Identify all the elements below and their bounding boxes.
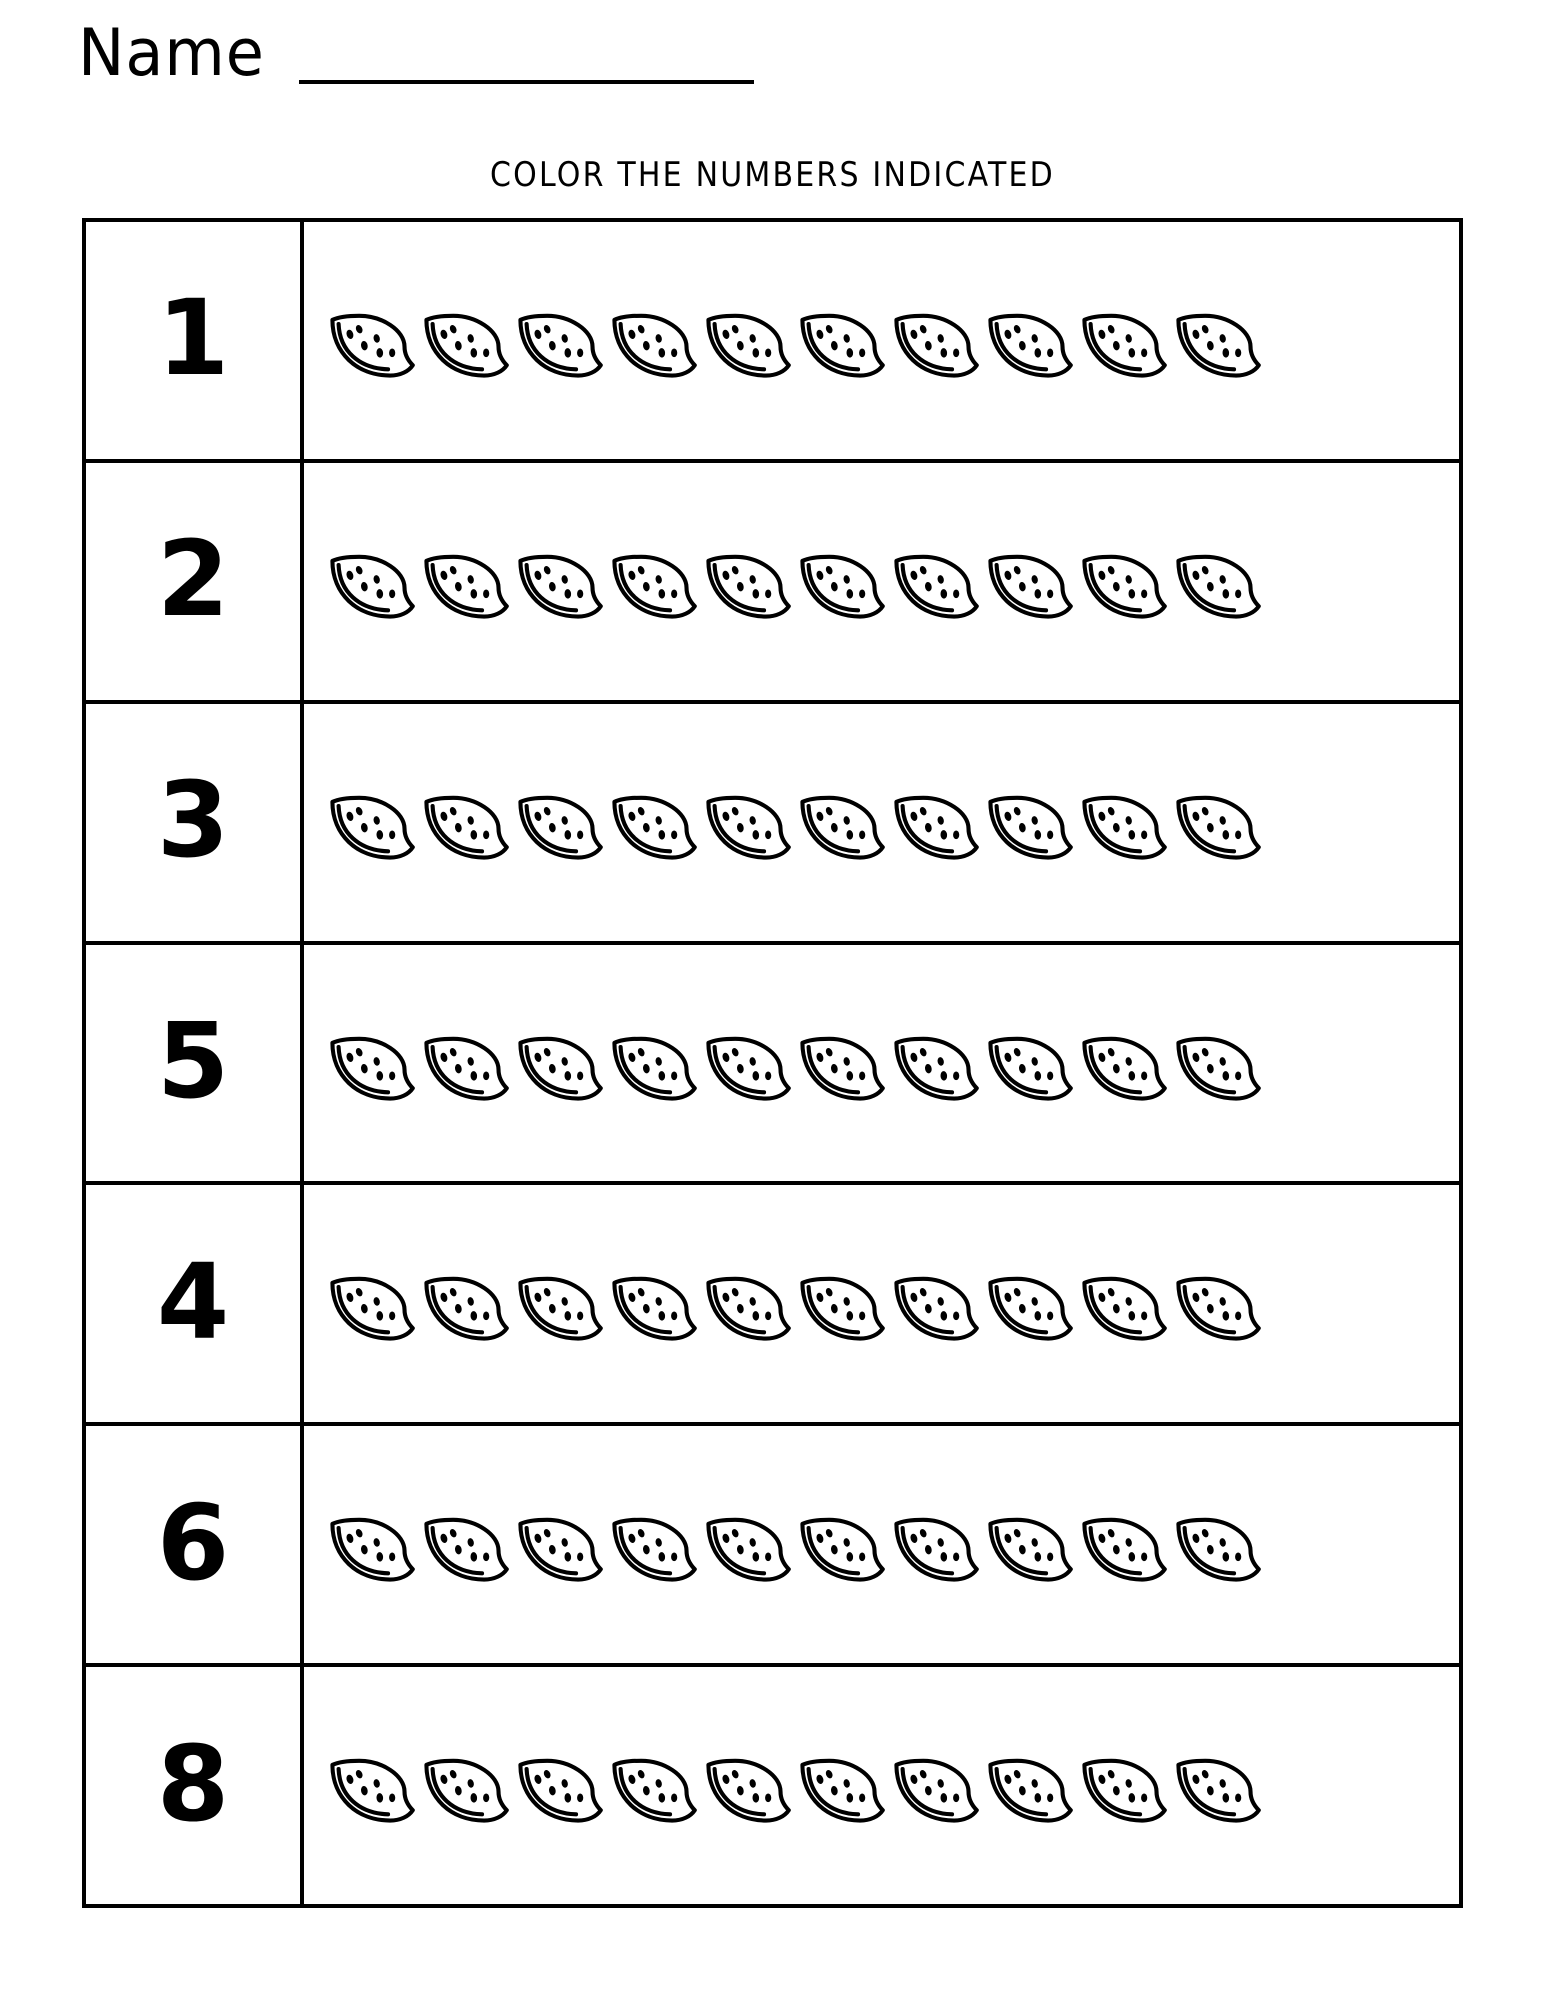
watermelon-slice-icon[interactable] xyxy=(1164,289,1267,392)
instruction-text: COLOR THE NUMBERS INDICATED xyxy=(490,155,1055,196)
watermelon-slice-icon[interactable] xyxy=(882,1734,985,1837)
watermelon-slice-icon[interactable] xyxy=(506,1493,609,1596)
watermelon-slice-icon[interactable] xyxy=(882,530,985,633)
row-number: 2 xyxy=(156,518,230,641)
watermelon-slice-icon[interactable] xyxy=(318,289,421,392)
row-number: 5 xyxy=(156,1000,230,1122)
watermelon-slice-icon[interactable] xyxy=(600,771,703,874)
watermelon-slice-icon[interactable] xyxy=(600,289,703,392)
watermelon-slice-icon[interactable] xyxy=(506,1734,609,1837)
number-cell xyxy=(86,222,304,459)
number-cell xyxy=(86,1426,304,1663)
watermelon-slice-icon[interactable] xyxy=(600,1734,703,1837)
watermelon-slice-icon[interactable] xyxy=(1070,1012,1173,1115)
number-cell xyxy=(86,1667,304,1904)
watermelon-slice-icon[interactable] xyxy=(1164,1012,1267,1115)
watermelon-slice-icon[interactable] xyxy=(1070,289,1173,392)
table-row xyxy=(86,1667,1459,1904)
watermelon-slice-icon[interactable] xyxy=(506,771,609,874)
watermelon-slice-icon[interactable] xyxy=(1164,771,1267,874)
watermelon-slice-icon[interactable] xyxy=(788,530,891,633)
watermelon-slice-icon[interactable] xyxy=(788,1012,891,1115)
watermelon-slice-icon[interactable] xyxy=(506,1012,609,1115)
icon-cell xyxy=(304,222,1459,459)
watermelon-slice-icon[interactable] xyxy=(882,1252,985,1355)
row-number: 8 xyxy=(156,1722,230,1845)
icon-cell xyxy=(304,1185,1459,1422)
number-cell xyxy=(86,463,304,700)
row-number: 3 xyxy=(156,759,230,882)
row-number: 4 xyxy=(156,1240,230,1363)
watermelon-slice-icon[interactable] xyxy=(1070,1493,1173,1596)
watermelon-slice-icon[interactable] xyxy=(412,771,515,874)
watermelon-slice-icon[interactable] xyxy=(600,1012,703,1115)
watermelon-slice-icon[interactable] xyxy=(318,1252,421,1355)
watermelon-slice-icon[interactable] xyxy=(694,771,797,874)
watermelon-slice-icon[interactable] xyxy=(694,530,797,633)
watermelon-slice-icon[interactable] xyxy=(976,289,1079,392)
watermelon-slice-icon[interactable] xyxy=(412,1252,515,1355)
watermelon-slice-icon[interactable] xyxy=(882,1012,985,1115)
watermelon-slice-icon[interactable] xyxy=(600,530,703,633)
watermelon-slice-icon[interactable] xyxy=(318,1493,421,1596)
watermelon-slice-icon[interactable] xyxy=(318,1734,421,1837)
watermelon-slice-icon[interactable] xyxy=(694,289,797,392)
number-cell xyxy=(86,1185,304,1422)
row-number: 6 xyxy=(156,1481,230,1604)
name-label: Name xyxy=(78,14,265,91)
watermelon-slice-icon[interactable] xyxy=(788,289,891,392)
watermelon-slice-icon[interactable] xyxy=(1164,1252,1267,1355)
name-field-row xyxy=(78,14,754,91)
worksheet-table xyxy=(82,218,1463,1908)
watermelon-slice-icon[interactable] xyxy=(412,289,515,392)
watermelon-slice-icon[interactable] xyxy=(694,1012,797,1115)
watermelon-slice-icon[interactable] xyxy=(1070,1252,1173,1355)
watermelon-slice-icon[interactable] xyxy=(1070,530,1173,633)
watermelon-slice-icon[interactable] xyxy=(412,1734,515,1837)
watermelon-slice-icon[interactable] xyxy=(412,530,515,633)
watermelon-slice-icon[interactable] xyxy=(1070,771,1173,874)
watermelon-slice-icon[interactable] xyxy=(882,1493,985,1596)
watermelon-slice-icon[interactable] xyxy=(882,771,985,874)
watermelon-slice-icon[interactable] xyxy=(976,530,1079,633)
watermelon-slice-icon[interactable] xyxy=(788,771,891,874)
watermelon-slice-icon[interactable] xyxy=(976,771,1079,874)
watermelon-slice-icon[interactable] xyxy=(506,289,609,392)
icon-cell xyxy=(304,1667,1459,1904)
watermelon-slice-icon[interactable] xyxy=(976,1493,1079,1596)
watermelon-slice-icon[interactable] xyxy=(976,1012,1079,1115)
watermelon-slice-icon[interactable] xyxy=(318,771,421,874)
watermelon-slice-icon[interactable] xyxy=(976,1252,1079,1355)
watermelon-slice-icon[interactable] xyxy=(1164,1493,1267,1596)
watermelon-slice-icon[interactable] xyxy=(788,1493,891,1596)
watermelon-slice-icon[interactable] xyxy=(506,530,609,633)
watermelon-slice-icon[interactable] xyxy=(1164,1734,1267,1837)
table-row xyxy=(86,945,1459,1186)
watermelon-slice-icon[interactable] xyxy=(318,530,421,633)
icon-cell xyxy=(304,945,1459,1182)
number-cell xyxy=(86,945,304,1182)
watermelon-slice-icon[interactable] xyxy=(1070,1734,1173,1837)
watermelon-slice-icon[interactable] xyxy=(882,289,985,392)
icon-cell xyxy=(304,463,1459,700)
watermelon-slice-icon[interactable] xyxy=(694,1493,797,1596)
watermelon-slice-icon[interactable] xyxy=(600,1493,703,1596)
watermelon-slice-icon[interactable] xyxy=(694,1734,797,1837)
watermelon-slice-icon[interactable] xyxy=(600,1252,703,1355)
watermelon-slice-icon[interactable] xyxy=(694,1252,797,1355)
icon-cell xyxy=(304,1426,1459,1663)
row-number: 1 xyxy=(156,277,230,400)
watermelon-slice-icon[interactable] xyxy=(1164,530,1267,633)
table-row xyxy=(86,1185,1459,1426)
table-row xyxy=(86,222,1459,463)
name-blank-line[interactable] xyxy=(299,24,754,84)
icon-cell xyxy=(304,704,1459,941)
watermelon-slice-icon[interactable] xyxy=(788,1252,891,1355)
watermelon-slice-icon[interactable] xyxy=(788,1734,891,1837)
table-row xyxy=(86,704,1459,945)
table-row xyxy=(86,1426,1459,1667)
table-row xyxy=(86,463,1459,704)
watermelon-slice-icon[interactable] xyxy=(976,1734,1079,1837)
watermelon-slice-icon[interactable] xyxy=(412,1493,515,1596)
watermelon-slice-icon[interactable] xyxy=(318,1012,421,1115)
number-cell xyxy=(86,704,304,941)
watermelon-slice-icon[interactable] xyxy=(506,1252,609,1355)
watermelon-slice-icon[interactable] xyxy=(412,1012,515,1115)
